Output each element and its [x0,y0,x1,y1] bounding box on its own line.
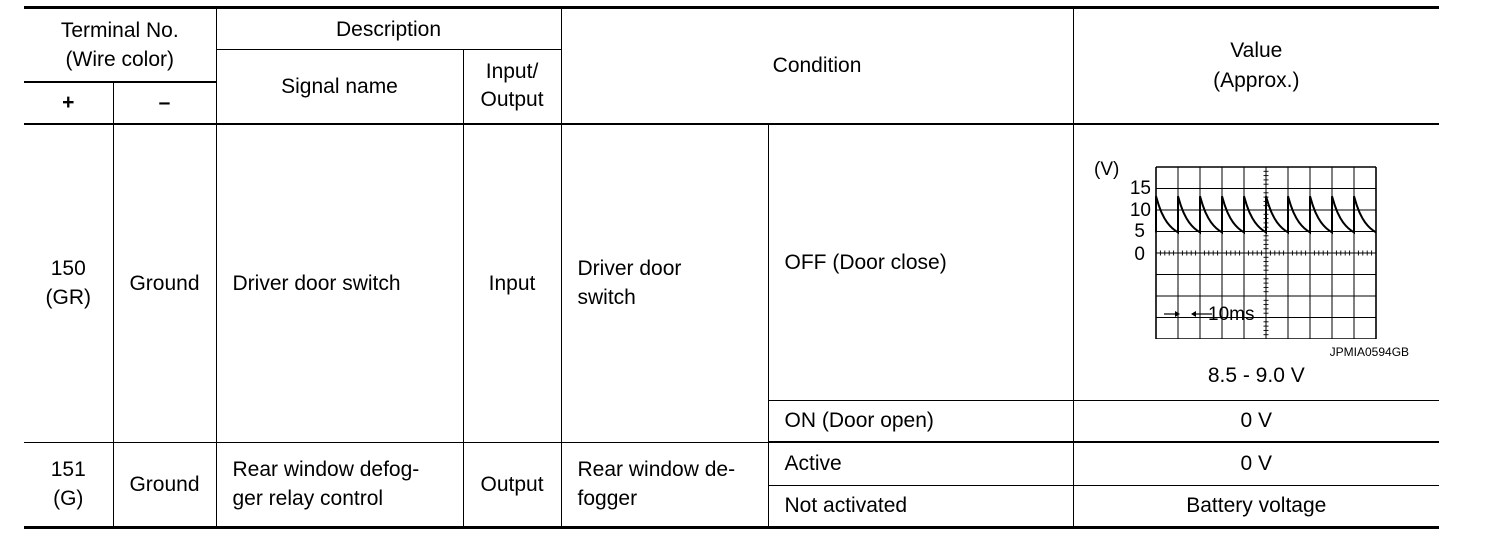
io-cell: Output [463,442,561,527]
condition-cell: Rear window de- fogger [561,442,768,527]
waveform-grid [1156,167,1376,339]
signal-name-header: Signal name [216,50,463,124]
terminal-cell: 150 (GR) [24,124,113,443]
signal-cell: Driver door switch [216,124,463,443]
y-tick-label: 5 [1133,220,1145,242]
description-header: Description [216,8,561,50]
minus-header: – [113,82,216,124]
state-cell: OFF (Door close) [768,124,1073,401]
y-tick-label: 10 [1129,199,1151,221]
terminal-spec-table [24,6,1439,529]
state-cell: Not activated [768,485,1073,527]
waveform-figure [1088,161,1388,339]
table-row [24,124,1439,401]
terminal-no-header: Terminal No. (Wire color) [24,8,216,82]
waveform-cell [1073,124,1439,401]
condition-header: Condition [561,8,1073,124]
y-tick-label: 0 [1133,243,1145,265]
ground-cell: Ground [113,124,216,443]
time-scale-label: 10ms [1207,303,1254,325]
waveform-unit-label: (V) [1093,160,1119,180]
state-cell: ON (Door open) [768,400,1073,442]
condition-cell: Driver door switch [561,124,768,443]
y-tick-label: 15 [1129,177,1151,199]
plus-header: + [24,82,113,124]
terminal-cell: 151 (G) [24,442,113,527]
signal-cell: Rear window defog- ger relay control [216,442,463,527]
input-output-header: Input/ Output [463,50,561,124]
value-cell: 0 V [1073,442,1439,485]
io-cell: Input [463,124,561,443]
value-cell: Battery voltage [1073,485,1439,527]
value-cell: 0 V [1073,400,1439,442]
table-row [24,442,1439,485]
ground-cell: Ground [113,442,216,527]
time-scale-marker [1164,311,1212,317]
waveform-trace [1156,196,1376,232]
figure-code: JPMIA0594GB [1329,344,1410,359]
value-cell: 8.5 - 9.0 V [1207,363,1305,387]
state-cell: Active [768,442,1073,485]
value-header: Value (Approx.) [1073,8,1439,124]
